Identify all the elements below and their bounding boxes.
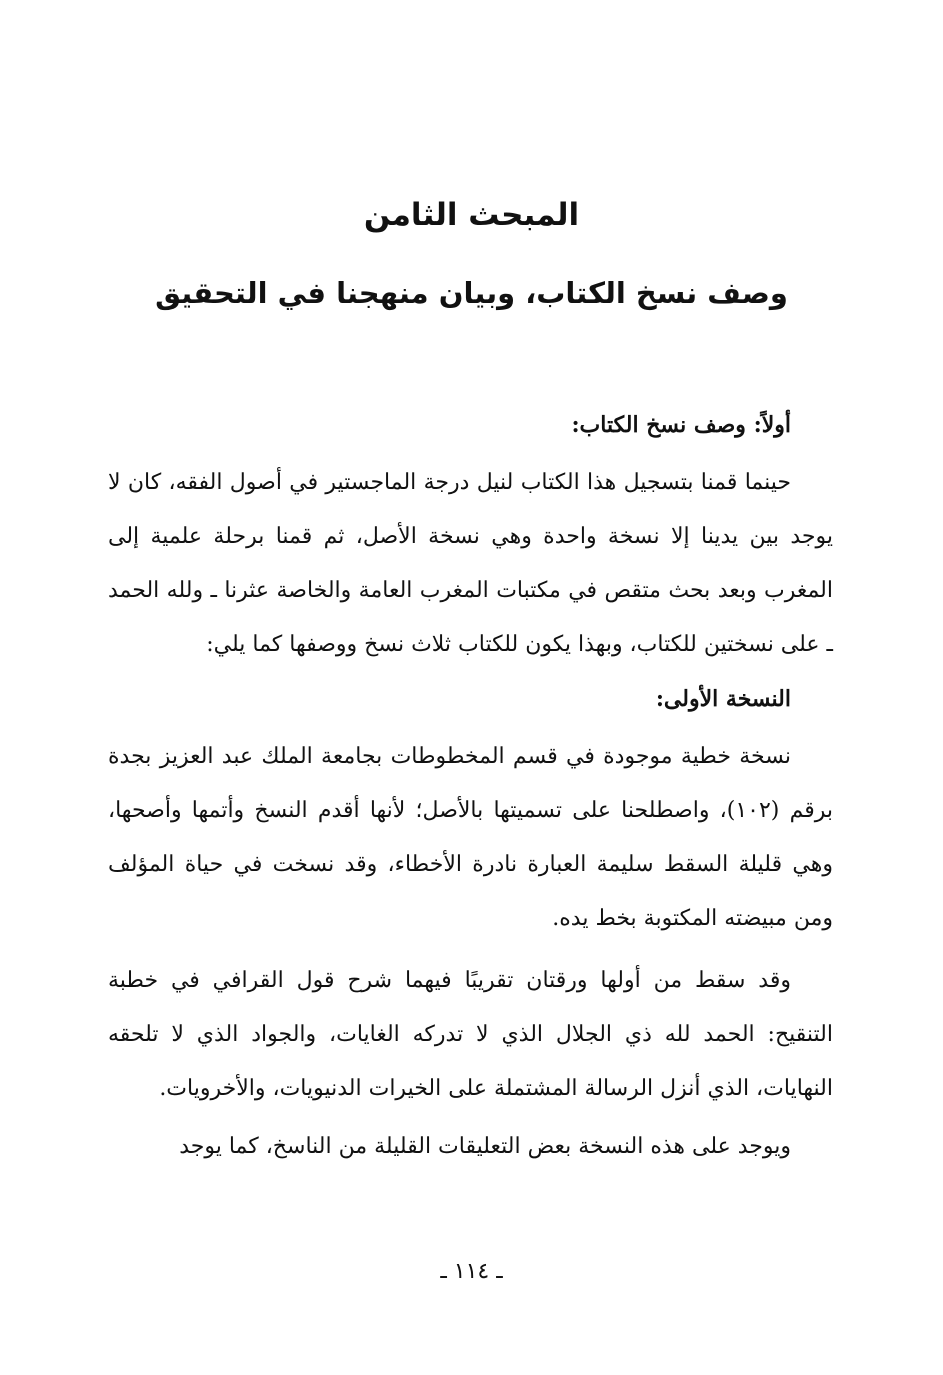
chapter-subtitle: وصف نسخ الكتاب، وبيان منهجنا في التحقيق <box>155 276 788 310</box>
first-copy-paragraph-3: ويوجد على هذه النسخة بعض التعليقات القليلة من الناسخ، كما يوجد <box>179 1134 791 1159</box>
section-heading-first-copy: النسخة الأولى: <box>655 686 791 712</box>
intro-paragraph: حينما قمنا بتسجيل هذا الكتاب لنيل درجة الماجستير في أصول الفقه، كان لا يوجد بين يدينا إلا نسخة واحدة وهي نسخة الأصل، ثم قمنا برحلة علمية إلى المغرب وبعد بحث متقص في مكتبات المغرب العامة والخاصة عثرنا ـ ولله الحمد ـ على نسختين للكتاب، وبهذا يكون للكتاب ثلاث نسخ ووصفها كما يلي: <box>108 470 833 657</box>
spacer <box>108 946 833 954</box>
first-copy-paragraph-2: وقد سقط من أولها ورقتان تقريبًا فيهما شرح قول القرافي في خطبة التنقيح: الحمد لله ذي الجلال الذي لا تدركه الغايات، والجواد الذي لا تلحقه النهايات، الذي أنزل الرسالة المشتملة على الخيرات الدنيويات، والأخرويات. <box>108 968 833 1101</box>
chapter-title: المبحث الثامن <box>363 197 580 233</box>
first-copy-paragraph-1: نسخة خطية موجودة في قسم المخطوطات بجامعة الملك عبد العزيز بجدة برقم (١٠٢)، واصطلحنا على تسميتها بالأصل؛ لأنها أقدم النسخ وأتمها وأصحها، وهي قليلة السقط سليمة العبارة نادرة الأخطاء، وقد نسخت في حياة المؤلف ومن مبيضته المكتوبة بخط يده. <box>108 744 833 931</box>
page-number: ـ ١١٤ ـ <box>440 1259 503 1284</box>
body-text <box>108 398 833 1174</box>
section-heading-copies: أولاً: وصف نسخ الكتاب: <box>571 412 791 438</box>
